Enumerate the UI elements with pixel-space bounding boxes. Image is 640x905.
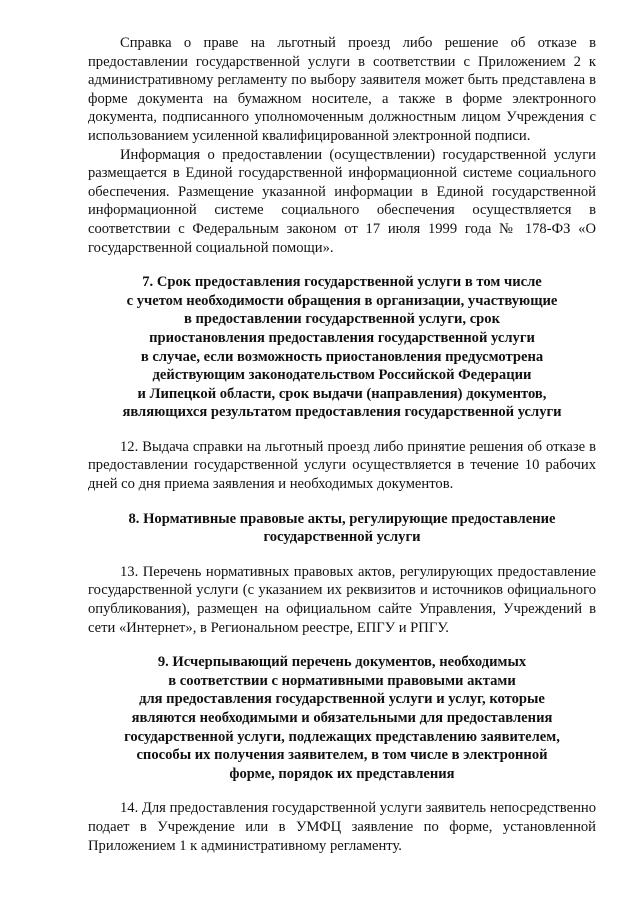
heading-7-line: и Липецкой области, срок выдачи (направления) документов, bbox=[137, 385, 547, 402]
paragraph-12: 12. Выдача справки на льготный проезд либо принятие решения об отказе в предоставлении государственной услуги осуществляется в течение 10 рабочих дней со дня приема заявления и необходимых документов. bbox=[88, 438, 596, 493]
heading-7-line: с учетом необходимости обращения в организации, участвующие bbox=[126, 292, 558, 309]
heading-9-line: 9. Исчерпывающий перечень документов, необходимых bbox=[157, 654, 527, 671]
paragraph-info-system: Информация о предоставлении (осуществлении) государственной услуги размещается в Единой государственной информационной системе социального обеспечения. Размещение указанной информации в Единой государственной информационной системе социального обеспечения осуществляется в соответствии с Федеральным законом от 17 июля 1999 года № 178-ФЗ «О государственной социальной помощи». bbox=[88, 146, 596, 256]
heading-8-line: 8. Нормативные правовые акты, регулирующие предоставление bbox=[128, 510, 556, 527]
paragraph-13: 13. Перечень нормативных правовых актов, регулирующих предоставление государственной услуги (с указанием их реквизитов и источников официального опубликования), размещен на официальном сайте Управления, Учреждений в сети «Интернет», в Региональном реестре, ЕПГУ и РПГУ. bbox=[88, 563, 596, 636]
paragraph-14: 14. Для предоставления государственной услуги заявитель непосредственно подает в Учреждение или в УМФЦ заявление по форме, установленной Приложением 1 к административному регламенту. bbox=[88, 800, 596, 854]
heading-9-line: способы их получения заявителем, в том числе в электронной bbox=[136, 747, 548, 764]
section-heading-8 bbox=[88, 510, 596, 547]
section-heading-9 bbox=[88, 653, 596, 783]
heading-9-line: государственной услуги, подлежащих представлению заявителем, bbox=[124, 728, 560, 745]
heading-7-line: приостановления предоставления государственной услуги bbox=[149, 329, 535, 346]
paragraph-certificate-form: Справка о праве на льготный проезд либо решение об отказе в предоставлении государственной услуги в соответствии с Приложением 2 к административному регламенту по выбору заявителя может быть представлена в форме документа на бумажном носителе, а также в форме электронного документа, подписанного уполномоченным должностным лицом Учреждения с использованием усиленной квалифицированной электронной подписи. bbox=[88, 35, 596, 144]
heading-7-line: являющихся результатом предоставления государственной услуги bbox=[122, 404, 562, 421]
heading-9-line: являются необходимыми и обязательными для предоставления bbox=[131, 710, 553, 726]
heading-7-line: в предоставлении государственной услуги, срок bbox=[183, 311, 500, 328]
document-page bbox=[88, 34, 596, 855]
heading-7-line: 7. Срок предоставления государственной услуги в том числе bbox=[142, 274, 542, 291]
heading-9-line: форме, порядок их представления bbox=[229, 765, 455, 782]
heading-7-line: действующим законодательством Российской Федерации bbox=[152, 367, 532, 384]
heading-9-line: для предоставления государственной услуги и услуг, которые bbox=[139, 691, 545, 708]
heading-8-line: государственной услуги bbox=[263, 529, 421, 546]
heading-7-line: в случае, если возможность приостановления предусмотрена bbox=[140, 348, 544, 365]
heading-9-line: в соответствии с нормативными правовыми актами bbox=[168, 672, 516, 689]
section-heading-7 bbox=[88, 273, 596, 422]
